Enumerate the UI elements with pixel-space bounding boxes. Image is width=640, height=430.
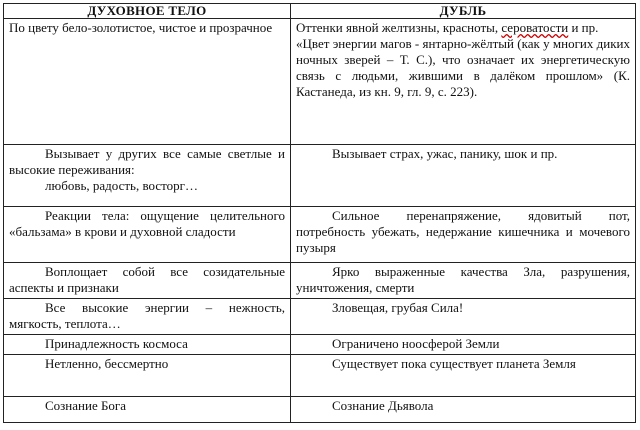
row-4-left [4, 263, 291, 299]
row-5-right [291, 299, 636, 335]
table-row [4, 335, 636, 355]
row-1-left-text: По цвету бело-золотистое, чистое и прозрачное [9, 20, 273, 35]
table-row [4, 263, 636, 299]
row-7-left [4, 355, 291, 397]
row-8-right [291, 397, 636, 423]
row-1-right-text-b: и пр. [568, 20, 599, 35]
row-6-left [4, 335, 291, 355]
table-row [4, 299, 636, 335]
row-2-left-text: Вызывает у других все самые светлые и высокие переживания: [9, 146, 285, 177]
row-6-right-text: Ограничено ноосферой Земли [332, 336, 500, 351]
row-5-left-text: Все высокие энергии – нежность, мягкость, теплота… [9, 300, 285, 331]
row-1-right-underlined: сероватости [501, 20, 569, 35]
row-3-left [4, 207, 291, 263]
header-double: ДУБЛЬ [291, 4, 636, 19]
row-4-right-text: Ярко выраженные качества Зла, разрушения, уничтожения, смерти [296, 264, 630, 295]
row-2-right [291, 145, 636, 207]
table-row [4, 145, 636, 207]
table-header-row [4, 4, 636, 19]
table-row [4, 397, 636, 423]
row-8-left [4, 397, 291, 423]
row-1-right [291, 19, 636, 145]
row-3-left-text: Реакции тела: ощущение целительного «бальзама» в крови и духовной сладости [9, 208, 285, 239]
row-5-left [4, 299, 291, 335]
row-1-right-quote: «Цвет энергии магов - янтарно-жёлтый (как у многих диких ночных зверей – Т. С.), что означает их энергетическую связь с людьми, жившими в далёком прошлом» (К. Кастанеда, из кн. 9, гл. 9, с. 223). [296, 36, 630, 99]
row-2-left-list: любовь, радость, восторг… [45, 178, 198, 193]
row-4-right [291, 263, 636, 299]
row-7-right [291, 355, 636, 397]
row-2-right-text: Вызывает страх, ужас, панику, шок и пр. [332, 146, 558, 161]
row-3-right-text: Сильное перенапряжение, ядовитый пот, потребность убежать, недержание кишечника и мочевого пузыря [296, 208, 630, 255]
table-row [4, 355, 636, 397]
row-1-right-text-a: Оттенки явной желтизны, красноты, [296, 20, 502, 35]
row-7-left-text: Нетленно, бессмертно [45, 356, 169, 371]
row-6-left-text: Принадлежность космоса [45, 336, 188, 351]
table-row [4, 207, 636, 263]
header-spiritual-body: ДУХОВНОЕ ТЕЛО [4, 4, 291, 19]
row-8-left-text: Сознание Бога [45, 398, 127, 413]
row-4-left-text: Воплощает собой все созидательные аспекты и признаки [9, 264, 285, 295]
row-7-right-text: Существует пока существует планета Земля [332, 356, 576, 371]
row-1-left [4, 19, 291, 145]
table-row [4, 19, 636, 145]
row-3-right [291, 207, 636, 263]
comparison-table [3, 3, 636, 423]
row-2-left [4, 145, 291, 207]
row-8-right-text: Сознание Дьявола [332, 398, 434, 413]
row-6-right [291, 335, 636, 355]
row-5-right-text: Зловещая, грубая Сила! [332, 300, 464, 315]
